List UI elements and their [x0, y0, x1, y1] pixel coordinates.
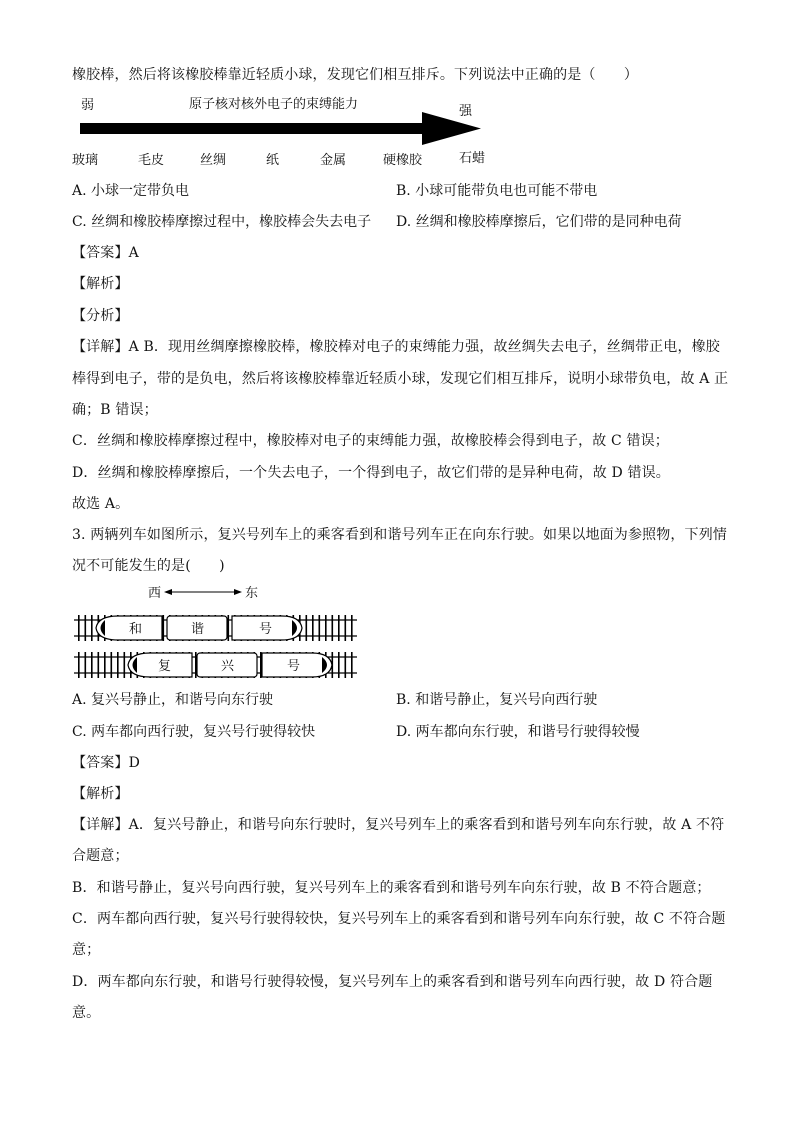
hexie-train — [96, 616, 302, 640]
hexie-car-label: 号 — [259, 622, 273, 637]
q2-detail-line: 棒得到电子，带的是负电，然后将该橡胶棒靠近轻质小球，发现它们相互排斥，说明小球带负电，故 A 正 — [72, 371, 729, 387]
q3-detail-line: 意； — [72, 942, 101, 958]
material-label: 丝绸 — [200, 153, 227, 168]
q2-detail-line: C．丝绸和橡胶棒摩擦过程中，橡胶棒对电子的束缚能力强，故橡胶棒会得到电子，故 C 错误； — [72, 433, 669, 449]
diagram-title: 原子核对核外电子的束缚能力 — [189, 97, 359, 112]
q2-option-b: B. 小球可能带负电也可能不带电 — [396, 183, 598, 199]
q2-detail-line: 确；B 错误； — [72, 402, 158, 418]
material-label: 毛皮 — [138, 153, 165, 168]
q3-detail-line: C．两车都向西行驶，复兴号行驶得较快，复兴号列车上的乘客看到和谐号列车向东行驶，故 C 不符合题 — [72, 911, 726, 927]
q3-option-d: D. 两车都向东行驶，和谐号行驶得较慢 — [396, 724, 640, 740]
q3-answer: 【答案】D — [72, 755, 140, 771]
q2-option-d: D. 丝绸和橡胶棒摩擦后，它们带的是同种电荷 — [396, 214, 682, 230]
strong-label: 强 — [459, 104, 473, 119]
hexie-car-label: 谐 — [191, 622, 205, 637]
q2-fenxi-heading: 【分析】 — [72, 308, 129, 324]
arrow-shaft — [80, 123, 428, 134]
q2-detail-line: 【详解】A B．现用丝绸摩擦橡胶棒，橡胶棒对电子的束缚能力强，故丝绸失去电子，丝绸带正电，橡胶 — [72, 339, 720, 355]
q2-detail-line: D．丝绸和橡胶棒摩擦后，一个失去电子，一个得到电子，故它们带的是异种电荷，故 D 错误。 — [72, 465, 670, 481]
q3-stem-line: 3. 两辆列车如图所示，复兴号列车上的乘客看到和谐号列车正在向东行驶。如果以地面为参照物，下列情 — [72, 527, 728, 543]
fuxing-car-label: 复 — [158, 659, 172, 674]
arrow-head — [422, 112, 481, 145]
q3-jiexi-heading: 【解析】 — [72, 786, 129, 802]
q2-detail-line: 故选 A。 — [72, 496, 130, 512]
q3-option-b: B. 和谐号静止，复兴号向西行驶 — [396, 692, 598, 708]
q3-option-a: A. 复兴号静止，和谐号向东行驶 — [72, 692, 274, 708]
q3-option-c: C. 两车都向西行驶，复兴号行驶得较快 — [72, 724, 316, 740]
q3-detail-line: 【详解】A．复兴号静止，和谐号向东行驶时，复兴号列车上的乘客看到和谐号列车向东行驶，故 A 不符 — [72, 817, 725, 833]
q2-jiexi-heading: 【解析】 — [72, 276, 129, 292]
q3-detail-line: 合题意； — [72, 848, 129, 864]
q2-stem: 橡胶棒，然后将该橡胶棒靠近轻质小球，发现它们相互排斥。下列说法中正确的是（ ） — [72, 67, 638, 83]
q3-detail-line: 意。 — [72, 1005, 101, 1021]
material-label: 硬橡胶 — [383, 153, 423, 168]
material-label: 石蜡 — [459, 151, 486, 166]
q3-stem-line: 况不可能发生的是( ) — [72, 558, 225, 574]
fuxing-train — [128, 653, 332, 677]
material-label: 金属 — [320, 153, 347, 168]
east-arrowhead — [234, 589, 242, 595]
hexie-car-label: 和 — [129, 622, 143, 637]
q2-answer: 【答案】A — [72, 245, 139, 261]
west-label: 西 — [148, 586, 162, 601]
q3-detail-line: B．和谐号静止，复兴号向西行驶，复兴号列车上的乘客看到和谐号列车向东行驶，故 B 不符合题意； — [72, 880, 711, 896]
trains-diagram — [0, 582, 794, 682]
fuxing-car-label: 号 — [287, 659, 301, 674]
weak-label: 弱 — [81, 98, 95, 113]
fuxing-car-label: 兴 — [221, 659, 235, 674]
material-label: 纸 — [266, 153, 280, 168]
q2-option-c: C. 丝绸和橡胶棒摩擦过程中，橡胶棒会失去电子 — [72, 214, 372, 230]
west-arrowhead — [164, 589, 172, 595]
east-label: 东 — [245, 586, 259, 601]
q3-detail-line: D．两车都向东行驶，和谐号行驶得较慢，复兴号列车上的乘客看到和谐号列车向西行驶，故 D 符合题 — [72, 974, 713, 990]
q2-option-a: A. 小球一定带负电 — [72, 183, 190, 199]
material-label: 玻璃 — [72, 153, 99, 168]
